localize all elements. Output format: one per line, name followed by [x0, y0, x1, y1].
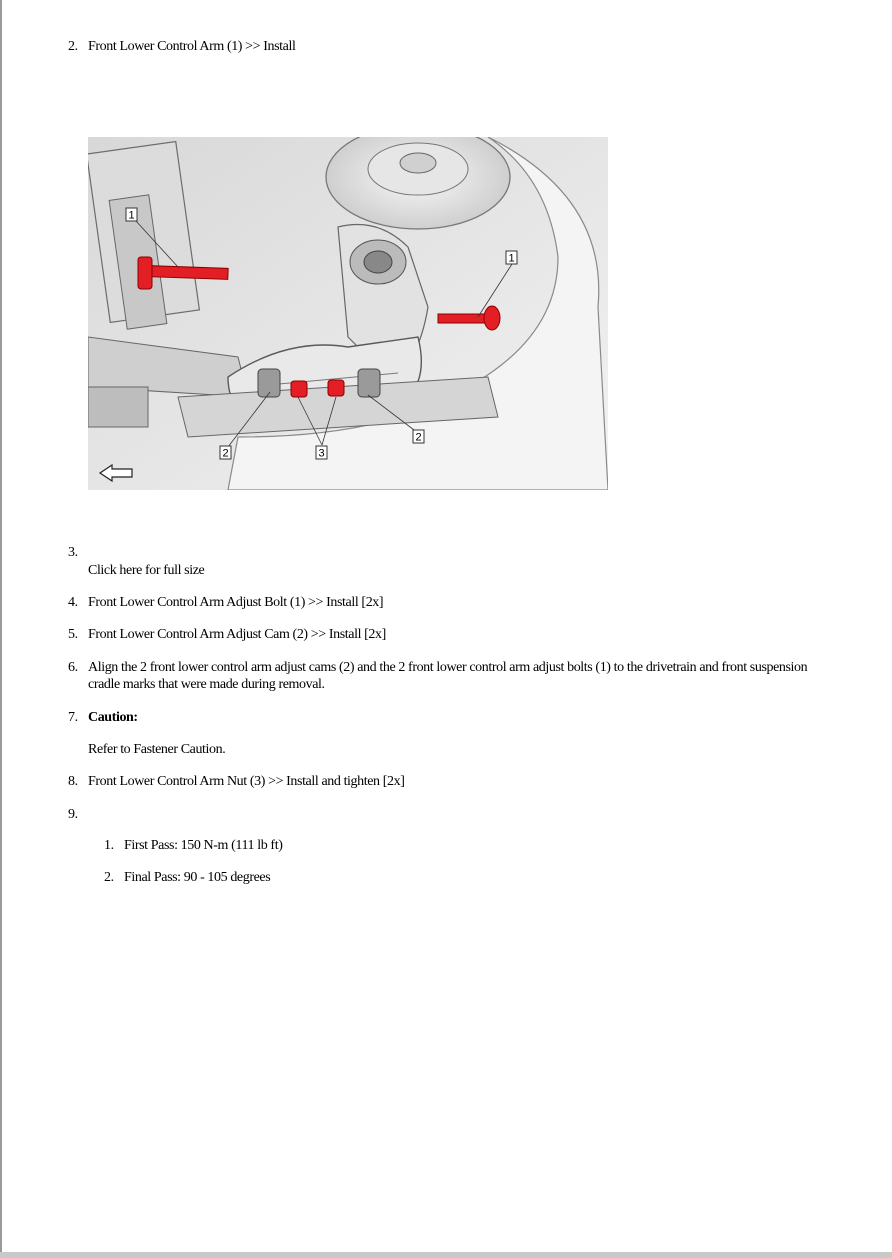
callout-2b-label: 2 [415, 431, 422, 444]
final-pass-item [104, 870, 270, 886]
page-border [0, 0, 2, 1258]
pass-number: 1. [104, 838, 114, 853]
caution-label: Caution: [88, 710, 138, 725]
step-3 [68, 544, 88, 561]
step-text: Front Lower Control Arm Nut (3) >> Install and tighten [2x] [88, 774, 405, 789]
step-number: 9. [68, 807, 78, 822]
callout-1-label: 1 [128, 209, 135, 222]
fastener-caution-note: Refer to Fastener Caution. [88, 742, 226, 757]
step-8 [68, 773, 405, 790]
callout-1b-label: 1 [508, 252, 515, 265]
step-number: 7. [68, 710, 78, 725]
callout-3-label: 3 [318, 447, 325, 460]
step-4 [68, 594, 384, 611]
step-number: 8. [68, 774, 78, 789]
first-pass-item [104, 838, 282, 854]
step-text: Front Lower Control Arm Adjust Bolt (1) >> Install [2x] [88, 595, 384, 610]
suspension-illustration[interactable] [88, 137, 608, 490]
step-6-line-2: cradle marks that were made during removal. [88, 677, 325, 692]
pass-number: 2. [104, 870, 114, 885]
step-text: Front Lower Control Arm (1) >> Install [88, 39, 296, 54]
step-text-line-1: Align the 2 front lower control arm adjust cams (2) and the 2 front lower control arm adjust bolts (1) to the drivetrain and front suspension [88, 660, 808, 675]
pass-text: First Pass: 150 N-m (111 lb ft) [124, 838, 283, 853]
step-number: 2. [68, 39, 78, 54]
step-number: 3. [68, 545, 78, 560]
step-number: 4. [68, 595, 78, 610]
full-size-link[interactable]: Click here for full size [88, 563, 205, 578]
step-2 [68, 38, 296, 55]
pass-text: Final Pass: 90 - 105 degrees [124, 870, 271, 885]
step-number: 5. [68, 627, 78, 642]
step-6 [68, 659, 808, 676]
step-7 [68, 709, 138, 726]
step-text: Front Lower Control Arm Adjust Cam (2) >> Install [2x] [88, 627, 386, 642]
page-bottom-border [0, 1252, 892, 1258]
callout-2-label: 2 [222, 447, 229, 460]
step-9 [68, 806, 88, 823]
step-5 [68, 626, 386, 643]
step-number: 6. [68, 660, 78, 675]
